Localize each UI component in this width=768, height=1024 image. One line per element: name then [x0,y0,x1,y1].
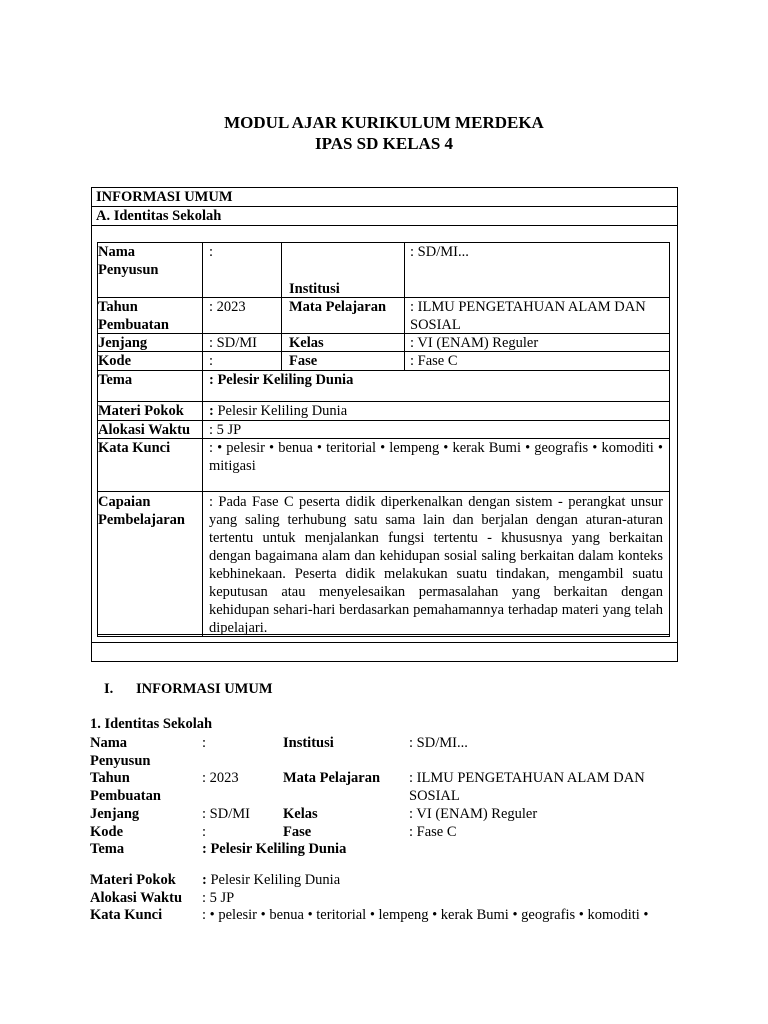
value-nama-penyusun: : [209,244,214,260]
box-subheader: A. Identitas Sekolah [96,208,222,224]
s2-value-mata-pelajaran-2: SOSIAL [409,788,460,804]
s2-label-tema: Tema [90,841,125,857]
s2-value-tema: : Pelesir Keliling Dunia [202,841,347,857]
label-jenjang: Jenjang [98,335,148,351]
value-capaian: : Pada Fase C peserta didik diperkenalkan dengan sistem - perangkat unsur yang saling terhubung satu sama lain dan berjalan dengan aturan-aturan tertentu untuk menjalankan fungsi tertentu - khususnya yang berkaitan dengan bagaimana alam dan kehidupan sosial saling berkaitan dalam konteks kebhinekaan. Peserta didik melakukan suatu tindakan, mengambil suatu keputusan atau menyelesaikan permasalahan yang berkaitan dengan kehidupan sehari-hari berdasarkan pemahamannya terhadap materi yang telah dipelajari. [209,494,663,636]
s2-materi-colon: : [202,872,207,888]
s2-value-institusi: : SD/MI... [409,735,468,751]
s2-label-materi-pokok: Materi Pokok [90,872,176,888]
section-heading: INFORMASI UMUM [136,681,273,697]
divider [91,225,678,226]
s2-value-fase: : Fase C [409,824,457,840]
label-capaian: Capaian Pembelajaran [98,494,185,528]
label-nama-penyusun: Nama Penyusun [98,244,159,278]
value-alokasi-waktu: : 5 JP [209,422,242,438]
materi-colon: : [209,403,214,419]
section-subheading: 1. Identitas Sekolah [90,716,213,732]
s2-label-alokasi-waktu: Alokasi Waktu [90,890,183,906]
value-institusi: : SD/MI... [410,244,469,260]
label-alokasi-waktu: Alokasi Waktu [98,422,191,438]
s2-label-penyusun: Penyusun [90,753,151,769]
s2-label-jenjang: Jenjang [90,806,140,822]
s2-materi-text: Pelesir Keliling Dunia [206,872,341,888]
box-header: INFORMASI UMUM [96,189,233,205]
s2-label-tahun: Tahun [90,770,130,786]
s2-value-materi-pokok [202,871,340,889]
label-tahun-pembuatan: Tahun Pembuatan [98,299,169,333]
s2-label-kata-kunci: Kata Kunci [90,907,163,923]
s2-value-alokasi-waktu: : 5 JP [202,890,235,906]
row-divider [97,491,670,492]
row-divider [97,351,670,352]
s2-value-mata-pelajaran-1: : ILMU PENGETAHUAN ALAM DAN [409,770,645,786]
doc-subtitle: IPAS SD KELAS 4 [314,134,454,153]
label-kode: Kode [98,353,132,369]
value-tema: : Pelesir Keliling Dunia [209,372,354,388]
label-institusi: Institusi [289,281,340,297]
s2-label-fase: Fase [283,824,312,840]
s2-label-kelas: Kelas [283,806,318,822]
s2-label-pembuatan: Pembuatan [90,788,161,804]
s2-label-kode: Kode [90,824,124,840]
label-materi-pokok: Materi Pokok [98,403,184,419]
label-kata-kunci: Kata Kunci [98,440,171,456]
label-tema: Tema [98,372,133,388]
value-fase: : Fase C [410,353,458,369]
value-kelas: : VI (ENAM) Reguler [410,335,539,351]
row-divider [97,370,670,371]
value-tahun: : 2023 [209,299,246,315]
s2-value-kode: : [202,824,207,840]
value-materi-pokok [209,402,347,420]
s2-value-kelas: : VI (ENAM) Reguler [409,806,538,822]
s2-value-tahun: : 2023 [202,770,239,786]
materi-text: Pelesir Keliling Dunia [213,403,348,419]
s2-label-nama: Nama [90,735,128,751]
s2-value-nama: : [202,735,207,751]
section-number: I. [104,681,114,697]
label-mata-pelajaran: Mata Pelajaran [289,299,387,315]
s2-value-kata-kunci: : • pelesir • benua • teritorial • lempeng • kerak Bumi • geografis • komoditi • [202,907,649,923]
s2-label-institusi: Institusi [283,735,334,751]
column-divider [202,242,203,637]
doc-title: MODUL AJAR KURIKULUM MERDEKA [224,113,544,132]
divider [91,642,678,643]
value-kata-kunci: : • pelesir • benua • teritorial • lempeng • kerak Bumi • geografis • komoditi • mitigasi [209,440,663,474]
label-kelas: Kelas [289,335,324,351]
value-kode: : [209,353,214,369]
label-fase: Fase [289,353,318,369]
value-mata-pelajaran: : ILMU PENGETAHUAN ALAM DAN SOSIAL [410,299,646,333]
s2-value-jenjang: : SD/MI [202,806,250,822]
s2-label-mata-pelajaran: Mata Pelajaran [283,770,381,786]
value-jenjang: : SD/MI [209,335,257,351]
